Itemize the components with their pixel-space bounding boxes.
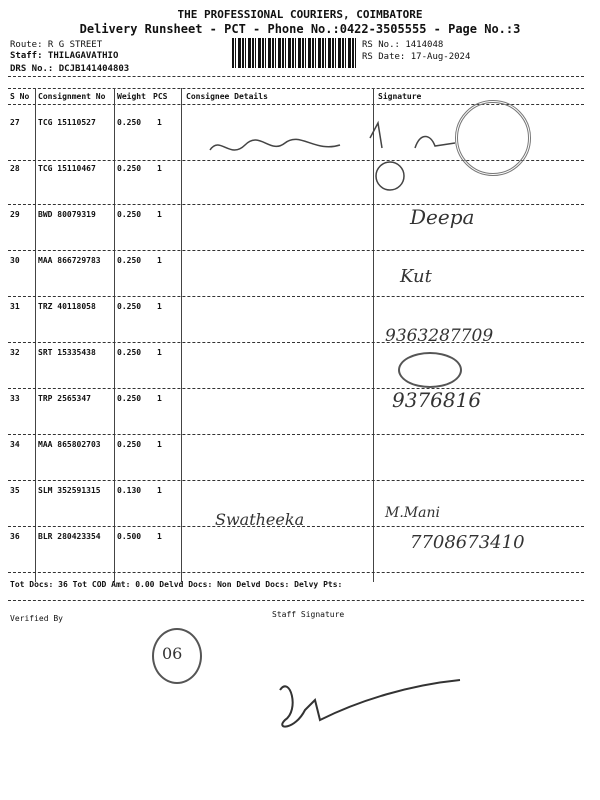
row-divider — [8, 388, 584, 389]
row-pcs: 1 — [157, 302, 162, 311]
row-pcs: 1 — [157, 532, 162, 541]
row-sno: 33 — [10, 394, 20, 403]
row-consignment: BWD 80079319 — [38, 210, 96, 219]
summary-line: Tot Docs: 36 Tot COD Amt: 0.00 Delvd Docs: Non Delvd Docs: Delvy Pts: — [10, 580, 343, 589]
row-consignment: TCG 15110527 — [38, 118, 96, 127]
col-header-signature: Signature — [378, 92, 422, 101]
divider — [8, 600, 584, 601]
row-weight: 0.500 — [117, 532, 142, 541]
row-pcs: 1 — [157, 394, 162, 403]
col-header-pcs: PCS — [153, 92, 168, 101]
row-consignment: TRZ 40118058 — [38, 302, 96, 311]
row-pcs: 1 — [157, 210, 162, 219]
drs-label: DRS No.: DCJB141404803 — [10, 64, 130, 74]
page-circle-number: 06 — [162, 644, 183, 663]
handwritten-circle — [398, 352, 462, 388]
bottom-signature — [260, 670, 470, 740]
row-divider — [8, 342, 584, 343]
row-divider — [8, 434, 584, 435]
row-divider — [8, 480, 584, 481]
handwritten-phone: 9363287709 — [385, 326, 494, 346]
row-consignment: SRT 15335438 — [38, 348, 96, 357]
row-weight: 0.250 — [117, 440, 142, 449]
row-pcs: 1 — [157, 348, 162, 357]
row-weight: 0.250 — [117, 302, 142, 311]
row-pcs: 1 — [157, 440, 162, 449]
row-sno: 32 — [10, 348, 20, 357]
col-header-sno: S No — [10, 92, 30, 101]
handwritten-signature — [360, 118, 470, 198]
row-weight: 0.250 — [117, 394, 142, 403]
handwritten-name — [200, 125, 360, 165]
row-sno: 28 — [10, 164, 20, 173]
handwritten-signature: Kut — [400, 266, 432, 287]
row-sno: 29 — [10, 210, 20, 219]
row-divider — [8, 250, 584, 251]
barcode — [232, 38, 357, 68]
row-weight: 0.250 — [117, 164, 142, 173]
handwritten-phone: 9376816 — [392, 388, 482, 412]
row-weight: 0.250 — [117, 210, 142, 219]
row-sno: 31 — [10, 302, 20, 311]
row-consignment: BLR 280423354 — [38, 532, 101, 541]
row-pcs: 1 — [157, 256, 162, 265]
divider — [8, 88, 584, 89]
divider — [8, 76, 584, 77]
verified-by-label: Verified By — [10, 614, 63, 623]
row-consignment: MAA 865802703 — [38, 440, 101, 449]
handwritten-signature: M.Mani — [385, 505, 440, 521]
col-header-weight: Weight — [117, 92, 146, 101]
row-weight: 0.250 — [117, 256, 142, 265]
row-sno: 27 — [10, 118, 20, 127]
row-divider — [8, 572, 584, 573]
row-weight: 0.130 — [117, 486, 142, 495]
handwritten-phone: 7708673410 — [410, 532, 525, 553]
row-pcs: 1 — [157, 118, 162, 127]
rs-number: RS No.: 1414048 — [362, 40, 444, 50]
col-header-consignee: Consignee Details — [186, 92, 268, 101]
staff-label: Staff: THILAGAVATHIO — [10, 51, 119, 61]
row-weight: 0.250 — [117, 348, 142, 357]
row-pcs: 1 — [157, 164, 162, 173]
row-sno: 36 — [10, 532, 20, 541]
handwritten-signature: Deepa — [410, 205, 475, 229]
row-consignment: SLM 352591315 — [38, 486, 101, 495]
row-consignment: MAA 866729783 — [38, 256, 101, 265]
col-header-consignment: Consignment No — [38, 92, 106, 101]
row-divider — [8, 204, 584, 205]
row-divider — [8, 296, 584, 297]
rs-date: RS Date: 17-Aug-2024 — [362, 52, 471, 62]
staff-signature-label: Staff Signature — [272, 610, 345, 619]
row-sno: 30 — [10, 256, 20, 265]
row-consignment: TRP 2565347 — [38, 394, 91, 403]
route-label: Route: R G STREET — [10, 40, 103, 50]
handwritten-name: Swatheeka — [215, 510, 305, 529]
row-weight: 0.250 — [117, 118, 142, 127]
row-sno: 34 — [10, 440, 20, 449]
report-title: THE PROFESSIONAL COURIERS, COIMBATORE — [177, 8, 423, 21]
row-sno: 35 — [10, 486, 20, 495]
row-consignment: TCG 15110467 — [38, 164, 96, 173]
row-pcs: 1 — [157, 486, 162, 495]
report-subtitle: Delivery Runsheet - PCT - Phone No.:0422-3505555 - Page No.:3 — [79, 22, 521, 36]
